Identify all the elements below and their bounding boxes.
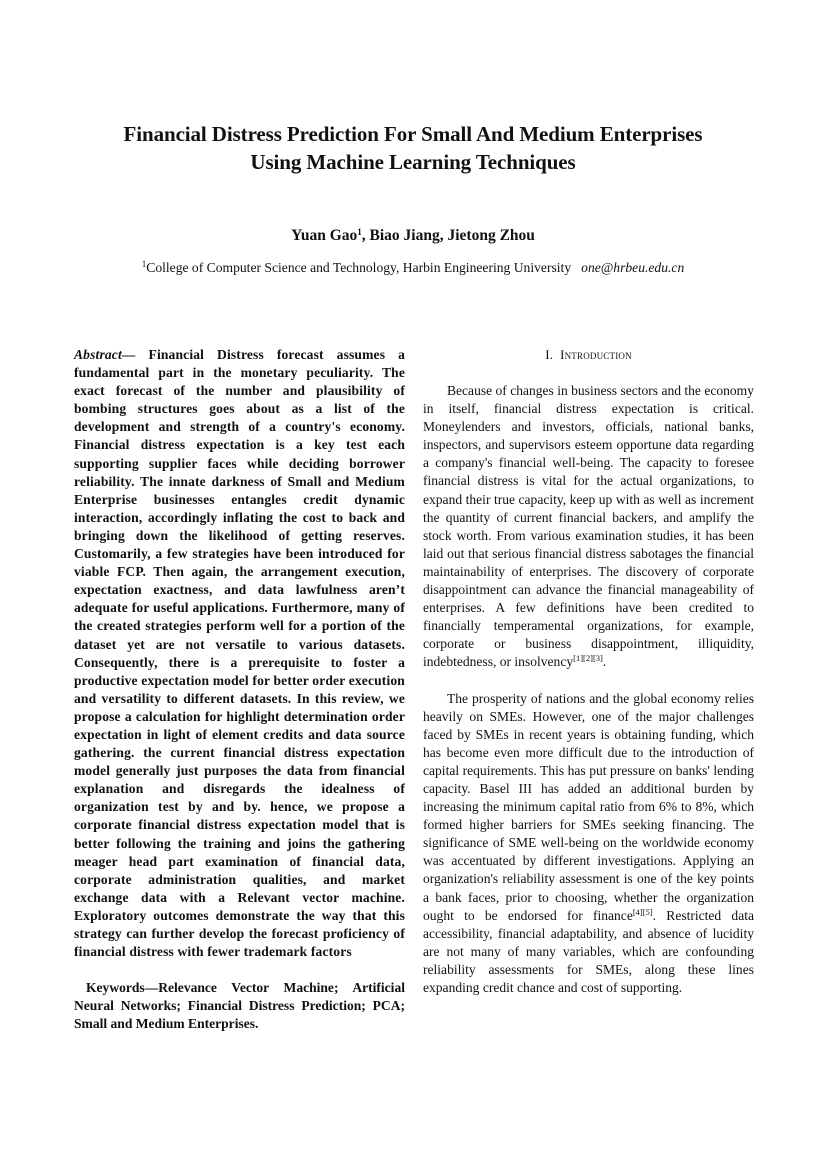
right-column [423,346,754,997]
abstract-label: Abstract— [74,347,136,362]
body-paragraph [423,690,754,998]
paragraph-text-tail: . [602,654,607,670]
section-heading-introduction [423,346,754,364]
paper-title [0,120,826,176]
author-name: Yuan Gao [291,227,358,244]
paragraph-text: The prosperity of nations and the global economy relies heavily on SMEs. However, one of the major challenges faced by SMEs in recent years is obtaining funding, which has become even more difficult due to the introduction of capital requirements. This has put pressure on banks' lending capacity. Basel III has added an additional burden by increasing the minimum capital ratio from 6% to 8%, which formed higher barriers for SMEs seeking financing. The significance of SME well-being on the worldwide economy was accentuated by different investigations. Applying an organization's reliability assessment is one of the key points a bank faces, prior to choosing, whether the organization ought to be endorsed for finance [423,690,754,923]
paragraph-text-tail: . Restricted data accessibility, financial adaptability, and absence of lucidity are not many of many variables, which are confounding reliability assessments for SMEs, along these lines expanding credit chance and cost of supporting. [423,907,754,995]
left-column [74,346,405,1033]
citation-reference: [4][5] [632,906,653,917]
paper-title-line-1: Financial Distress Prediction For Small And Medium Enterprises [123,122,703,146]
institution-name: College of Computer Science and Technology, Harbin Engineering University [146,260,572,275]
paragraph-text: Because of changes in business sectors and the economy in itself, financial distress expectation is critical. Moneylenders and investors, officials, national banks, inspectors, and supervisors esteem opportune data regarding a company's financial well-being. The capacity to foresee financial distress is vital for the actual organizations, to expand their true capacity, keep up with as well as increment the quantity of current financial backers, and amplify the stock worth. From various examination studies, it has been laid out that serious financial distress sabotages the financial maintainability of enterprises. The discovery of corporate disappointment can advance the financial manageability of enterprises. A few definitions have been credited to financially temperamental organizations, for example, corporate or business disappointment, illiquidity, indebtedness, or insolvency [423,383,754,670]
abstract [74,346,405,961]
keywords: Keywords—Relevance Vector Machine; Artificial Neural Networks; Financial Distress Prediction; PCA; Small and Medium Enterprises. [74,980,405,1032]
affiliation-mark: 1 [357,227,362,237]
abstract-text: Financial Distress forecast assumes a fundamental part in the monetary peculiarity. The exact forecast of the number and plausibility of bombing structures goes about as a list of the development and strength of a country's economy. Financial distress expectation is a key test each supporting supplier faces while deciding borrower reliability. The innate darkness of Small and Medium Enterprise businesses entangles credit dynamic interaction, accordingly inflating the cost to back and bringing down the likelihood of getting reserves. Customarily, a few strategies have been introduced for viable FCP. Then again, the arrangement execution, expectation exactness, and data lawfulness aren’t adequate for useful applications. Furthermore, many of the created strategies perform well for a portion of the dataset yet are not versatile to various datasets. Consequently, there is a prerequisite to foster a productive expectation model for better order execution and versatility to different datasets. In this review, we propose a calculation for highlight determination order expectation in light of element credits and data source gathering. the current financial distress expectation model generally just purposes the data from financial explanation and disregards the idealness of organization test by and by. hence, we propose a corporate financial distress expectation model that is better following the training and joins the gathering meager head part examination of financial data, corporate administration qualities, and market exchange data with a Relevant vector machine. Exploratory outcomes demonstrate the way that this strategy can further develop the forecast proficiency of financial distress with fewer trademark factors [74,347,405,960]
citation-reference: [1][2][3] [573,653,603,664]
author-email: one@hrbeu.edu.cn [581,260,685,275]
section-title: Introduction [560,347,632,362]
paper-title-line-2: Using Machine Learning Techniques [250,150,576,174]
author-list [0,226,826,246]
section-number: I. [545,347,554,362]
author-affiliation [0,259,826,277]
body-paragraph [423,382,754,672]
affiliation-mark: 1 [141,259,147,269]
author-names-rest: , Biao Jiang, Jietong Zhou [361,227,535,244]
